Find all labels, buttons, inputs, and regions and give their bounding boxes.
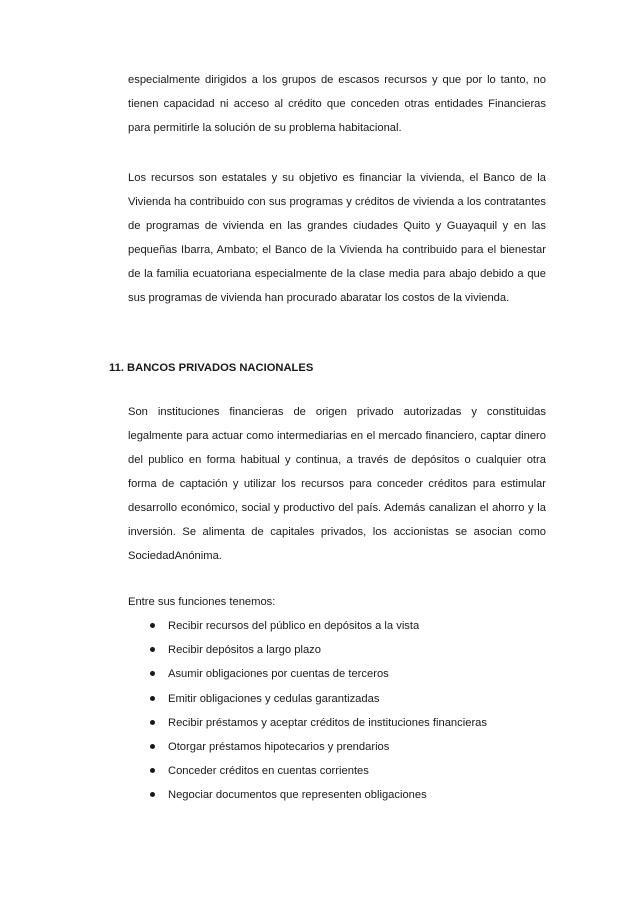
paragraph-functions-intro: Entre sus funciones tenemos: bbox=[128, 596, 276, 608]
list-item-text: Negociar documentos que representen obligaciones bbox=[168, 789, 427, 802]
bullet-icon bbox=[150, 768, 155, 773]
list-item bbox=[150, 687, 570, 711]
bullet-icon bbox=[150, 647, 155, 652]
list-item bbox=[150, 662, 570, 686]
bullet-icon bbox=[150, 623, 155, 628]
list-item-text: Recibir recursos del público en depósitos a la vista bbox=[168, 620, 420, 632]
section-heading: 11. BANCOS PRIVADOS NACIONALES bbox=[109, 362, 314, 374]
bullet-icon bbox=[150, 696, 155, 701]
list-item-text: Conceder créditos en cuentas corrientes bbox=[168, 765, 369, 778]
list-item bbox=[150, 638, 570, 662]
list-item-text: Otorgar préstamos hipotecarios y prendarios bbox=[168, 741, 390, 754]
bullet-icon bbox=[150, 720, 155, 725]
paragraph-bancos-privados: Son instituciones financieras de origen privado autorizadas y constituidas legalmente para actuar como intermediarias en el mercado financiero, captar dinero del publico en forma habitual y continua, a través de depósitos o cualquier otra forma de captación y utilizar los recursos para conceder créditos para estimular desarrollo económico, social y productivo del país. Además canalizan el ahorro y la inversión. Se alimenta de capitales privados, los accionistas se asocian como SociedadAnónima. bbox=[128, 406, 546, 562]
list-item-text: Recibir depósitos a largo plazo bbox=[168, 644, 321, 657]
list-item-text: Asumir obligaciones por cuentas de terceros bbox=[168, 668, 389, 681]
bullet-icon bbox=[150, 744, 155, 749]
functions-list bbox=[150, 614, 570, 808]
list-item bbox=[150, 783, 570, 807]
list-item bbox=[150, 711, 570, 735]
list-item bbox=[150, 614, 570, 638]
list-item bbox=[150, 735, 570, 759]
list-item-text: Emitir obligaciones y cedulas garantizadas bbox=[168, 692, 380, 705]
bullet-icon bbox=[150, 792, 155, 797]
list-item-text: Recibir préstamos y aceptar créditos de instituciones financieras bbox=[168, 716, 487, 729]
paragraph-vivienda-intro: especialmente dirigidos a los grupos de escasos recursos y que por lo tanto, no tienen capacidad ni acceso al crédito que conceden otras entidades Financieras para permitirle la solución de su problema habitacional. bbox=[128, 74, 546, 134]
paragraph-banco-vivienda: Los recursos son estatales y su objetivo es financiar la vivienda, el Banco de la Vivienda ha contribuido con sus programas y créditos de vivienda a los contratantes de programas de vivienda en las grandes ciudades Quito y Guayaquil y en las pequeñas Ibarra, Ambato; el Banco de la Vivienda ha contribuido para el bienestar de la familia ecuatoriana especialmente de la clase media para abajo debido a que sus programas de vivienda han procurado abaratar los costos de la vivienda. bbox=[128, 172, 546, 304]
list-item bbox=[150, 759, 570, 783]
bullet-icon bbox=[150, 671, 155, 676]
